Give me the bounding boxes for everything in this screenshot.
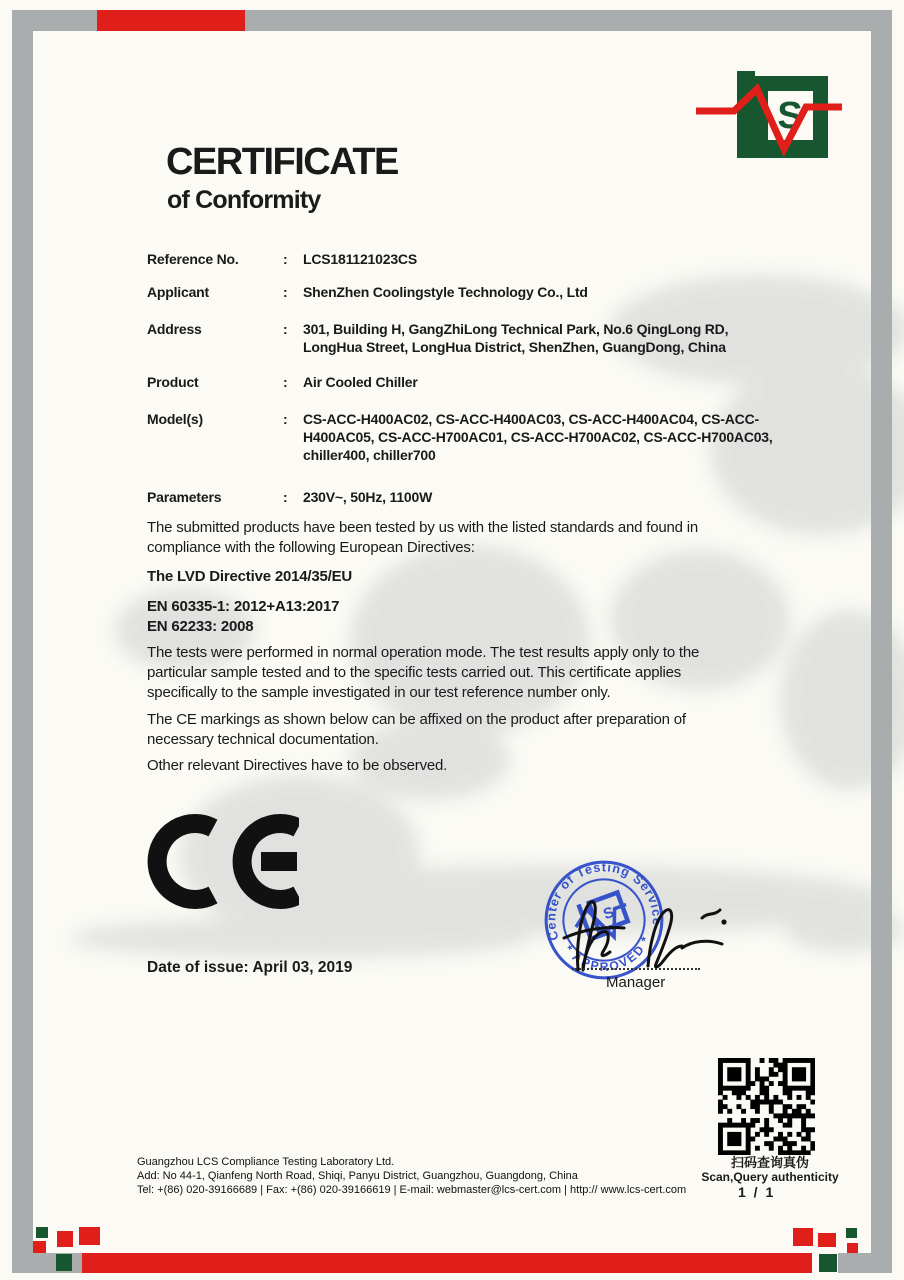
corner-ornament: [36, 1227, 48, 1238]
field-row-applicant: [147, 283, 790, 301]
field-value: 230V~, 50Hz, 1100W: [303, 489, 433, 505]
standards-list: [147, 597, 741, 637]
standard-line: EN 60335-1: 2012+A13:2017: [147, 598, 340, 615]
corner-ornament: [793, 1228, 813, 1246]
field-row-product: [147, 373, 790, 391]
field-row-models: [147, 410, 790, 464]
field-colon: :: [283, 411, 288, 427]
corner-ornament: [56, 1254, 72, 1271]
lcs-logo: [690, 58, 860, 168]
qr-caption-en: Scan,Query authenticity: [701, 1170, 839, 1184]
other-directives-paragraph: Other relevant Directives have to be observed.: [147, 757, 448, 774]
logo-letter: S: [777, 95, 803, 137]
corner-ornament: [846, 1228, 857, 1238]
tests-paragraph: The tests were performed in normal operation mode. The test results apply only to the particular sample tested and to the specific tests carried out. This certificate applies specifically to the sample investigated in our test reference number only.: [147, 644, 700, 701]
field-row-parameters: [147, 488, 790, 506]
corner-ornament: [79, 1227, 100, 1245]
field-colon: :: [283, 489, 288, 505]
corner-ornament: [57, 1231, 73, 1247]
manager-signature: [552, 888, 732, 980]
field-label: Parameters: [147, 489, 222, 505]
frame-bottom-right-stub: [838, 1253, 892, 1273]
stamp-logo-letter: S: [601, 903, 617, 924]
field-value: Air Cooled Chiller: [303, 374, 418, 390]
field-row-reference: [147, 250, 790, 268]
field-row-address: [147, 320, 790, 356]
footer-company: Guangzhou LCS Compliance Testing Laboratory Ltd.: [137, 1156, 395, 1168]
footer-contacts: Tel: +(86) 020-39166689 | Fax: +(86) 020-39166619 | E-mail: webmaster@lcs-cert.com | http:// www.lcs-cert.com: [137, 1184, 687, 1196]
field-label: Model(s): [147, 411, 203, 427]
field-label: Address: [147, 321, 202, 337]
frame-top-red-segment: [97, 10, 245, 31]
frame-right: [871, 10, 892, 1273]
field-value: 301, Building H, GangZhiLong Technical Park, No.6 QingLong RD, LongHua Street, LongHua District, ShenZhen, GuangDong, China: [303, 321, 729, 355]
frame-bottom-red-bar: [82, 1253, 812, 1273]
qr-caption-cn: 扫码查询真伪: [730, 1155, 809, 1170]
page-number: 1 / 1: [738, 1184, 776, 1200]
ce-markings-paragraph: The CE markings as shown below can be affixed on the product after preparation of necessary technical documentation.: [147, 711, 686, 748]
field-label: Applicant: [147, 284, 209, 300]
footer-address: Add: No 44-1, Qianfeng North Road, Shiqi, Panyu District, Guangzhou, Guangdong, China: [137, 1170, 578, 1182]
field-value: LCS181121023CS: [303, 251, 417, 267]
qr-code: [718, 1058, 815, 1155]
field-label: Reference No.: [147, 251, 239, 267]
directive-line: The LVD Directive 2014/35/EU: [147, 568, 353, 585]
stamp-arc-top-text: Center of Testing Service: [544, 860, 664, 943]
intro-paragraph: The submitted products have been tested by us with the listed standards and found in compliance with the following European Directives:: [147, 519, 699, 556]
field-colon: :: [283, 374, 288, 390]
frame-left: [12, 10, 33, 1273]
page-subtitle: of Conformity: [167, 186, 321, 214]
footer: [137, 1155, 817, 1197]
corner-ornament: [847, 1243, 858, 1253]
ce-mark: [147, 813, 299, 910]
date-of-issue: Date of issue: April 03, 2019: [147, 959, 353, 976]
standard-line: EN 62233: 2008: [147, 618, 254, 635]
field-colon: :: [283, 284, 288, 300]
field-value: ShenZhen Coolingstyle Technology Co., Ltd: [303, 284, 588, 300]
page-title: CERTIFICATE: [166, 141, 398, 183]
field-colon: :: [283, 321, 288, 337]
stamp-arc-bottom-text: * APPROVED *: [561, 933, 654, 974]
corner-ornament: [818, 1233, 836, 1247]
signer-title: Manager: [606, 974, 666, 991]
corner-ornament: [33, 1241, 46, 1253]
signature-line: [572, 968, 700, 970]
field-label: Product: [147, 374, 199, 390]
field-colon: :: [283, 251, 288, 267]
corner-ornament: [819, 1254, 837, 1272]
field-value: CS-ACC-H400AC02, CS-ACC-H400AC03, CS-ACC-H400AC04, CS-ACC-H400AC05, CS-ACC-H700AC01, CS-ACC-H700AC02, CS-ACC-H700AC03, chiller400, chiller700: [303, 411, 773, 463]
